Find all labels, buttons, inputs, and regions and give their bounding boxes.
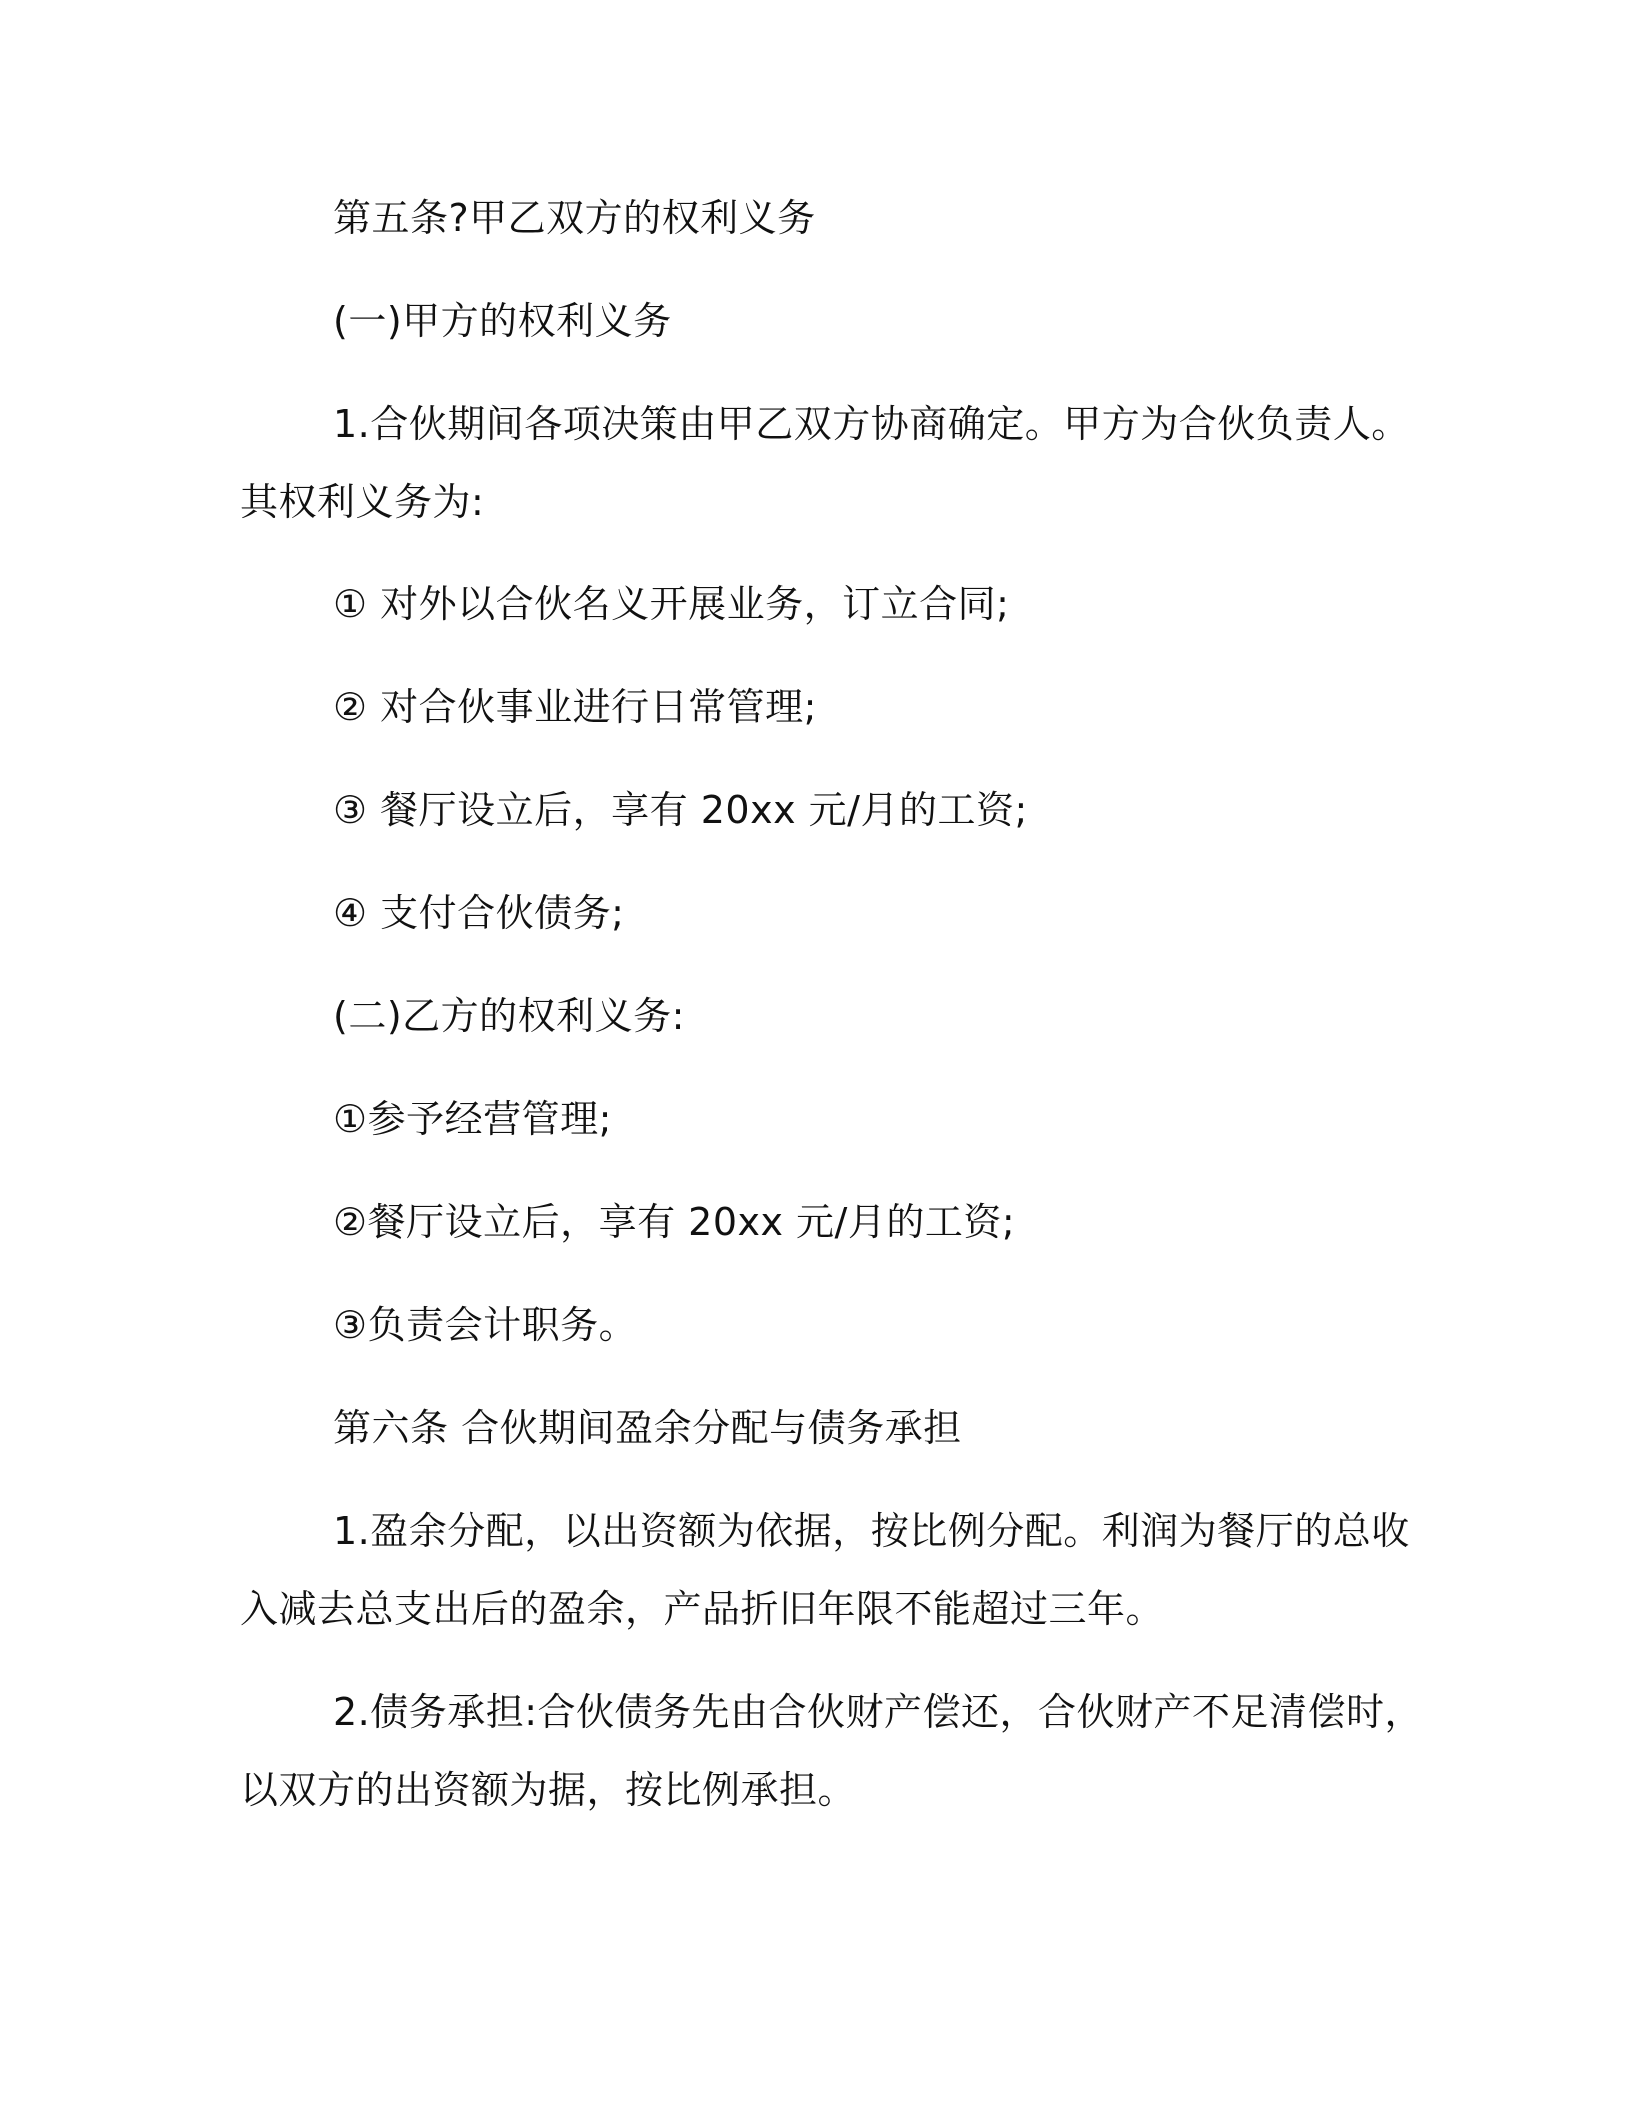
article-five-heading: 第五条?甲乙双方的权利义务 bbox=[333, 196, 816, 240]
section-two-heading: (二)乙方的权利义务: bbox=[333, 994, 685, 1038]
list-item: ④ 支付合伙债务; bbox=[333, 891, 625, 935]
list-item: ③负责会计职务。 bbox=[333, 1303, 638, 1347]
section-one-heading: (一)甲方的权利义务 bbox=[333, 299, 672, 343]
article-six-heading: 第六条 合伙期间盈余分配与债务承担 bbox=[333, 1406, 962, 1450]
list-item: ③ 餐厅设立后，享有 20xx 元/月的工资; bbox=[333, 788, 1028, 832]
list-item: ①参予经营管理; bbox=[333, 1097, 612, 1141]
paragraph-line: 以双方的出资额为据，按比例承担。 bbox=[240, 1768, 857, 1812]
list-item: ② 对合伙事业进行日常管理; bbox=[333, 685, 817, 729]
list-item: ②餐厅设立后，享有 20xx 元/月的工资; bbox=[333, 1200, 1016, 1244]
list-item: ① 对外以合伙名义开展业务，订立合同; bbox=[333, 582, 1010, 626]
paragraph-line: 其权利义务为: bbox=[240, 480, 485, 524]
paragraph-line: 1.盈余分配，以出资额为依据，按比例分配。利润为餐厅的总收 bbox=[333, 1509, 1410, 1553]
paragraph-line: 1.合伙期间各项决策由甲乙双方协商确定。甲方为合伙负责人。 bbox=[333, 402, 1410, 446]
paragraph-line: 入减去总支出后的盈余，产品折旧年限不能超过三年。 bbox=[240, 1587, 1165, 1631]
paragraph-line: 2.债务承担:合伙债务先由合伙财产偿还，合伙财产不足清偿时， bbox=[333, 1690, 1424, 1734]
